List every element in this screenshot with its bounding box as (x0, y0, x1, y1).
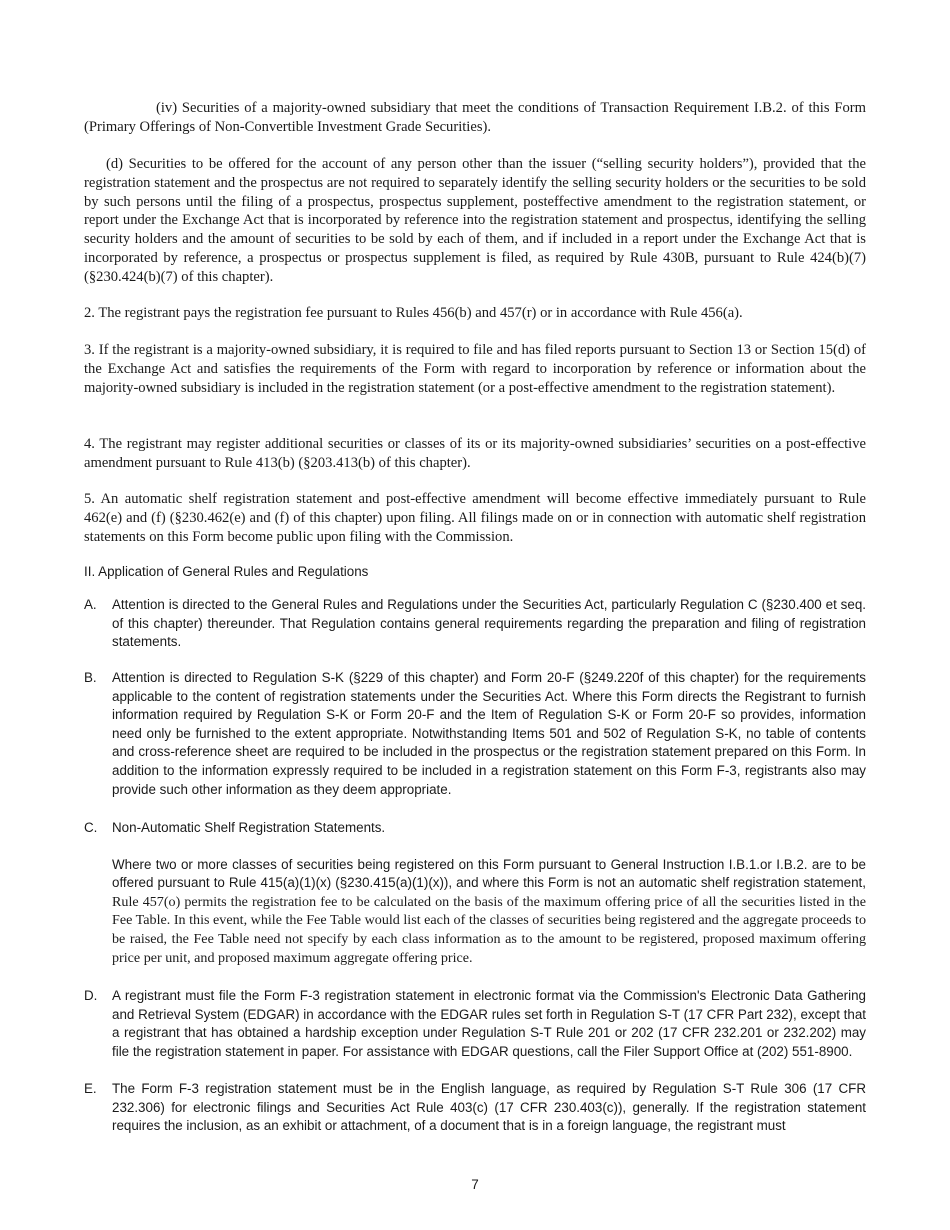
paragraph-item-d: (d) Securities to be offered for the account of any person other than the issuer (“selling security holders”), provided that the registration statement and the prospectus are not required to separately identify the selling security holders or the securities to be sold by such persons until the filing of a prospectus, prospectus supplement, posteffective amendment to the registration statement, or report under the Exchange Act that is incorporated by reference into the registration statement and prospectus, identifying the selling security holders and the amount of securities to be sold by each of them, and if included in a report under the Exchange Act that is incorporated by reference, a prospectus or prospectus supplement is filed, as required by Rule 430B, pursuant to Rule 424(b)(7) (§230.424(b)(7) of this chapter). (84, 156, 866, 285)
list-item-text: Attention is directed to Regulation S-K (§229 of this chapter) and Form 20-F (§249.220f of this chapter) for the requirements applicable to the content of registration statements under the Securities Act. Where this Form directs the Registrant to furnish information required by Regulation S-K or Form 20-F and the Item of Regulation S-K or Form 20-F so provides, information need only be furnished to the extent appropriate. Notwithstanding Items 501 and 502 of Regulation S-K, no table of contents and cross-reference sheet are required to be included in the prospectus or the registration statement prepared on this Form. In addition to the information expressly required to be included in a registration statement on this Form F-3, registrants also may provide such other information as they deem appropriate. (112, 670, 866, 797)
list-item-text (112, 856, 866, 968)
list-item-text: The Form F-3 registration statement must be in the English language, as required by Regulation S-T Rule 306 (17 CFR 232.306) for electronic filings and Securities Act Rule 403(c) (17 CFR 230.403(c)), generally. If the registration statement requires the inclusion, as an exhibit or attachment, of a document that is in a foreign language, the registrant must (112, 1081, 866, 1134)
list-item-text-serif: Rule 457(o) permits the registration fee to be calculated on the basis of the maximum offering price of all the securities listed in the Fee Table. In this event, while the Fee Table would list each of the classes of securities being registered and the aggregate proceeds to be raised, the Fee Table need not specify by each class information as to the amount to be registered, proposed maximum offering price per unit, and proposed maximum aggregate offering price. (112, 893, 866, 966)
list-item-a (84, 596, 866, 652)
list-item-c (84, 819, 866, 967)
list-item-letter: E. (84, 1081, 97, 1096)
list-item-title: Non-Automatic Shelf Registration Statements. (112, 820, 386, 835)
paragraph-item-4: 4. The registrant may register additional securities or classes of its or its majority-owned subsidiaries’ securities on a post-effective amendment pursuant to Rule 413(b) (§203.413(b) of this chapter). (84, 436, 866, 471)
list-item-e (84, 1080, 866, 1136)
list-item-text-sans: Where two or more classes of securities being registered on this Form pursuant to General Instruction I.B.1.or I.B.2. are to be offered pursuant to Rule 415(a)(1)(x) (§230.415(a)(1)(x)), and where this Form is not an automatic shelf registration statement, (112, 856, 866, 891)
list-item-text: Attention is directed to the General Rules and Regulations under the Securities Act, particularly Regulation C (§230.400 et seq. of this chapter) thereunder. That Regulation contains general requirements regarding the preparation and filing of registration statements. (112, 597, 866, 650)
list-item-d (84, 987, 866, 1061)
paragraph-item-5: 5. An automatic shelf registration statement and post-effective amendment will become effective immediately pursuant to Rule 462(e) and (f) (§230.462(e) and (f) of this chapter) upon filing. All filings made on or in connection with automatic shelf registration statements on this Form become public upon filing with the Commission. (84, 491, 866, 545)
list-item-letter: C. (84, 820, 98, 835)
paragraph-item-3: 3. If the registrant is a majority-owned subsidiary, it is required to file and has filed reports pursuant to Section 13 or Section 15(d) of the Exchange Act and satisfies the requirements of the Form with regard to incorporation by reference or information about the majority-owned subsidiary is included in the registration statement (or a post-effective amendment to the registration statement). (84, 342, 866, 396)
list-item-letter: B. (84, 670, 97, 685)
page-number: 7 (471, 1177, 479, 1192)
list-item-b (84, 669, 866, 799)
list-item-letter: D. (84, 988, 98, 1003)
list-item-letter: A. (84, 597, 97, 612)
paragraph-item-2: 2. The registrant pays the registration fee pursuant to Rules 456(b) and 457(r) or in accordance with Rule 456(a). (84, 305, 743, 321)
paragraph-item-iv: (iv) Securities of a majority-owned subsidiary that meet the conditions of Transaction Requirement I.B.2. of this Form (Primary Offerings of Non-Convertible Investment Grade Securities). (84, 100, 866, 135)
section-heading: II. Application of General Rules and Regulations (84, 564, 369, 579)
list-item-text: A registrant must file the Form F-3 registration statement in electronic format via the Commission's Electronic Data Gathering and Retrieval System (EDGAR) in accordance with the EDGAR rules set forth in Regulation S-T (17 CFR Part 232), except that a registrant that has obtained a hardship exception under Regulation S-T Rule 201 or 202 (17 CFR 232.201 or 232.202) may file the registration statement in paper. For assistance with EDGAR questions, call the Filer Support Office at (202) 551-8900. (112, 988, 866, 1059)
